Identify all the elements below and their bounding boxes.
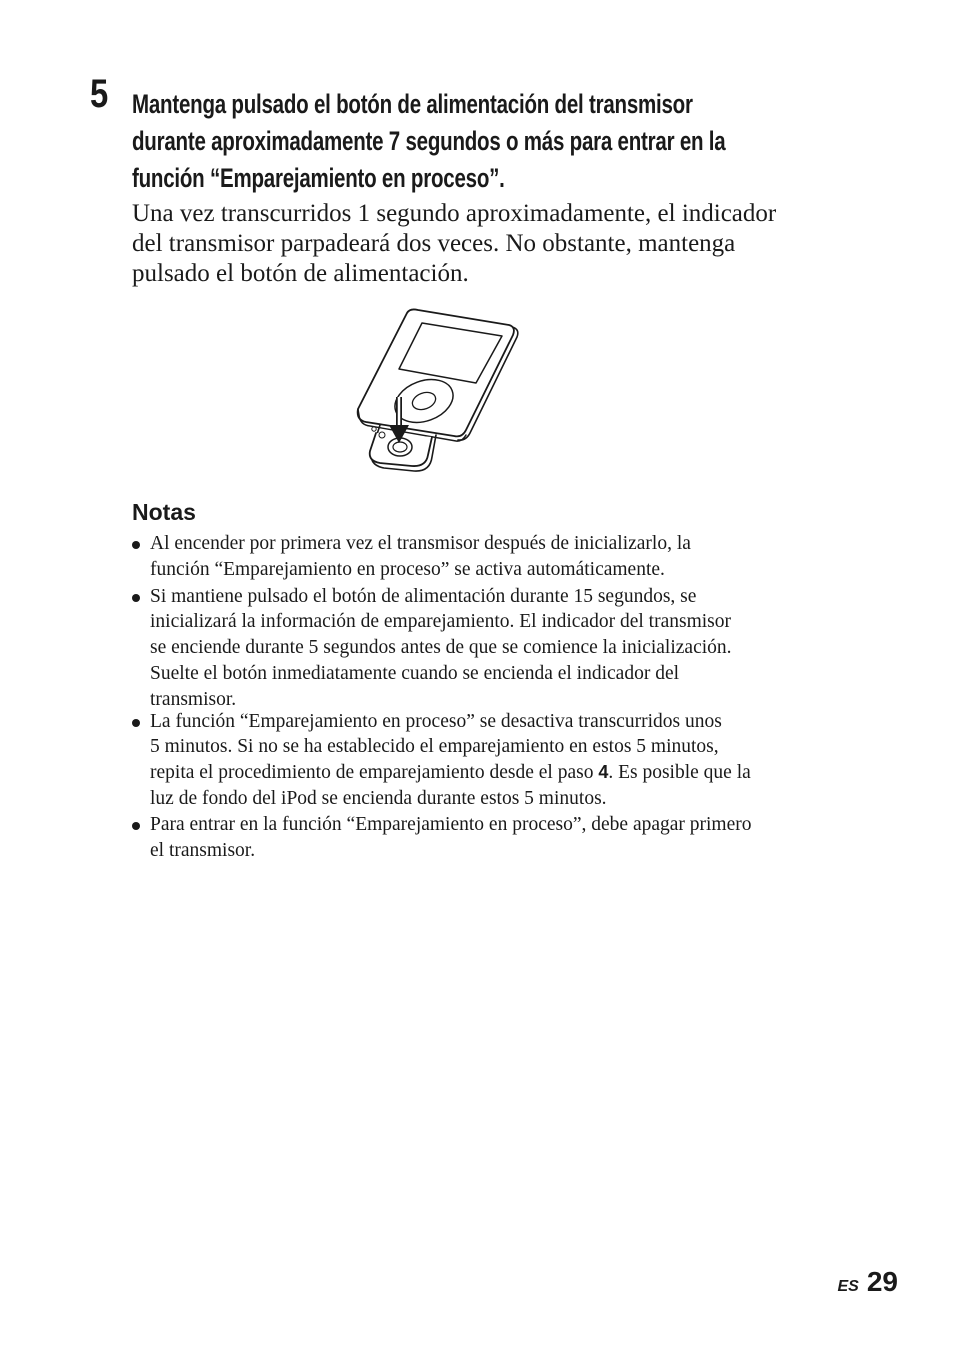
list-item (132, 584, 852, 713)
step-reference: 4 (598, 762, 609, 783)
note-line (150, 760, 852, 786)
step-description-line: del transmisor parpadeará dos veces. No obstante, mantenga (132, 230, 736, 257)
bullet-icon (132, 594, 140, 602)
step-title (132, 86, 862, 197)
bullet-icon (132, 541, 140, 549)
note-line: se enciende durante 5 segundos antes de que se comience la inicialización. (150, 637, 732, 659)
note-line: inicializará la información de emparejamiento. El indicador del transmisor (150, 611, 731, 633)
note-line: el transmisor. (150, 839, 256, 861)
ipod-with-transmitter-press-button-illustration (352, 305, 522, 475)
page-number: 29 (866, 1266, 898, 1297)
list-item (132, 709, 852, 812)
note-text: repita el procedimiento de emparejamiento desde el paso (150, 762, 599, 784)
step-title-line: durante aproximadamente 7 segundos o más para entrar en la (132, 126, 726, 156)
note-line: transmisor. (150, 688, 237, 710)
note-line: función “Emparejamiento en proceso” se activa automáticamente. (150, 558, 665, 580)
note-line: La función “Emparejamiento en proceso” se desactiva transcurridos unos (150, 710, 722, 732)
notes-heading: Notas (132, 499, 196, 525)
note-line: 5 minutos. Si no se ha establecido el emparejamiento en estos 5 minutos, (150, 736, 719, 758)
note-line: Al encender por primera vez el transmisor después de inicializarlo, la (150, 533, 691, 554)
step-description (132, 199, 852, 289)
list-item (132, 812, 852, 864)
note-line: Para entrar en la función “Emparejamiento en proceso”, debe apagar primero (150, 813, 752, 835)
list-item (132, 531, 852, 583)
note-text: . Es posible que la (608, 762, 751, 784)
step-title-line: Mantenga pulsado el botón de alimentación del transmisor (132, 89, 693, 119)
step-number: 5 (90, 72, 109, 116)
language-label: ES (837, 1278, 859, 1295)
note-line: Suelte el botón inmediatamente cuando se encienda el indicador del (150, 662, 680, 684)
note-line: luz de fondo del iPod se encienda durante estos 5 minutos. (150, 787, 607, 809)
step-title-line: función “Emparejamiento en proceso”. (132, 163, 505, 193)
step-description-line: pulsado el botón de alimentación. (132, 260, 469, 287)
notes-list (132, 531, 852, 863)
bullet-icon (132, 719, 140, 727)
bullet-icon (132, 822, 140, 830)
page-footer (838, 1266, 899, 1298)
note-line: Si mantiene pulsado el botón de alimentación durante 15 segundos, se (150, 585, 697, 607)
step-description-line: Una vez transcurridos 1 segundo aproximadamente, el indicador (132, 200, 777, 227)
